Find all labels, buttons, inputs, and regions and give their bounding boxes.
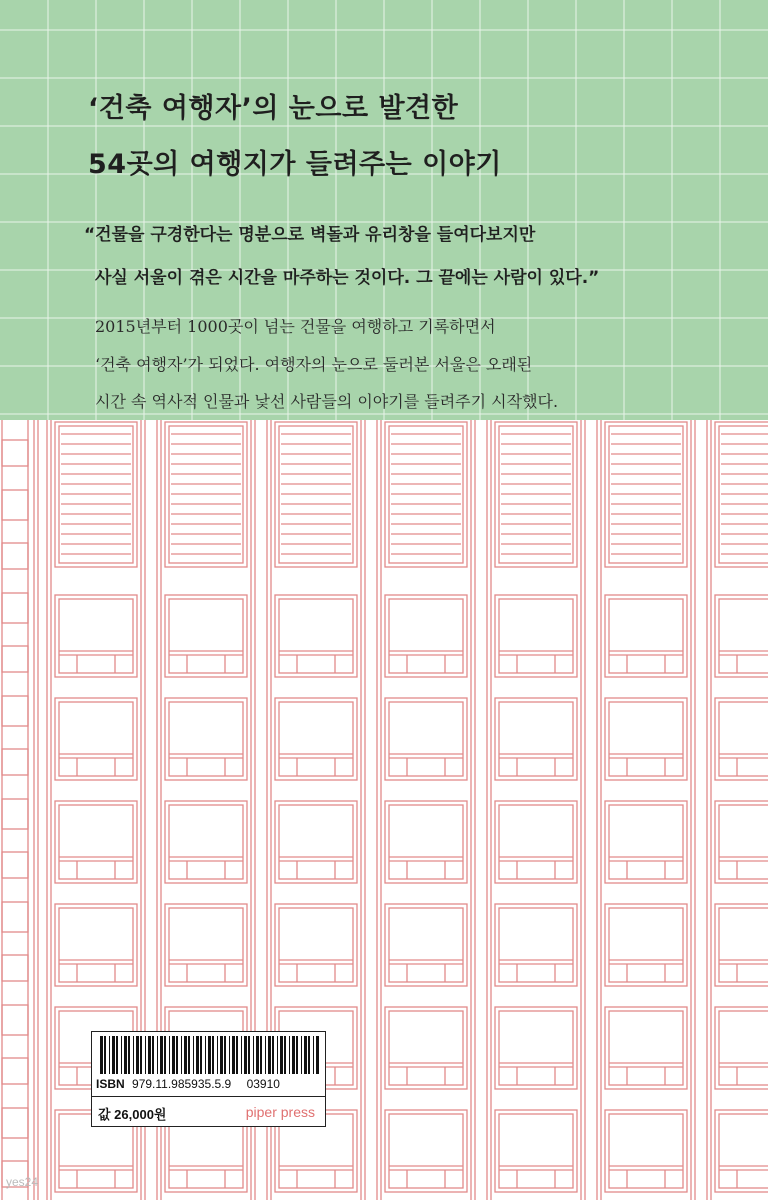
edge-window: [2, 1005, 28, 1035]
window-frame: [609, 1011, 683, 1085]
edge-window: [2, 646, 28, 672]
barcode-bar: [112, 1036, 115, 1074]
publisher-name: piper press: [245, 1104, 315, 1120]
barcode-bar: [272, 1036, 274, 1074]
window-frame: [389, 1114, 463, 1188]
window-frame: [385, 904, 467, 986]
barcode-bar: [253, 1036, 254, 1074]
window-frame: [389, 599, 463, 673]
edge-window: [2, 799, 28, 829]
window-frame: [169, 805, 243, 879]
barcode-bar: [109, 1036, 110, 1074]
price: 값 26,000원: [98, 1107, 167, 1122]
barcode-bar: [248, 1036, 250, 1074]
barcode-bar: [196, 1036, 199, 1074]
window-frame: [165, 698, 247, 780]
description-line-2: ‘건축 여행자’가 되었다. 여행자의 눈으로 둘러본 서울은 오래된: [95, 355, 533, 374]
barcode-bar: [236, 1036, 238, 1074]
barcode-bar: [152, 1036, 154, 1074]
window-frame: [605, 698, 687, 780]
window-frame: [715, 1007, 768, 1089]
isbn-line: [96, 1077, 280, 1091]
window-frame: [279, 805, 353, 879]
barcode-bar: [116, 1036, 118, 1074]
quote-line-2: 사실 서울이 겪은 시간을 마주하는 것이다. 그 끝에는 사람이 있다.”: [95, 268, 600, 288]
barcode-bar: [308, 1036, 310, 1074]
window-frame: [279, 599, 353, 673]
window-frame: [605, 801, 687, 883]
barcode-bar: [289, 1036, 290, 1074]
window-frame: [385, 1110, 467, 1192]
window-frame: [609, 1114, 683, 1188]
isbn-label: ISBN: [96, 1077, 125, 1091]
window-frame: [275, 698, 357, 780]
description-line-1: 2015년부터 1000곳이 넘는 건물을 여행하고 기록하면서: [95, 317, 496, 336]
barcode-bar: [184, 1036, 187, 1074]
barcode-bar: [136, 1036, 139, 1074]
barcode-bar: [205, 1036, 206, 1074]
barcode-bar: [148, 1036, 151, 1074]
barcode-bar: [220, 1036, 223, 1074]
barcode-bar: [208, 1036, 211, 1074]
window-frame: [55, 698, 137, 780]
window-frame: [59, 599, 133, 673]
window-frame: [719, 599, 768, 673]
edge-window: [2, 902, 28, 932]
window-frame: [55, 801, 137, 883]
headline-line-2: 54곳의 여행지가 들려주는 이야기: [88, 149, 502, 180]
window-frame: [495, 801, 577, 883]
barcode-bar: [304, 1036, 307, 1074]
window-frame: [715, 904, 768, 986]
window-frame: [279, 702, 353, 776]
barcode-bar: [301, 1036, 302, 1074]
window-frame: [719, 1114, 768, 1188]
window-frame: [499, 908, 573, 982]
edge-window: [2, 1058, 28, 1084]
barcode-bar: [124, 1036, 127, 1074]
window-frame: [169, 908, 243, 982]
edge-window: [2, 440, 28, 466]
window-frame: [279, 908, 353, 982]
barcode-bar: [313, 1036, 314, 1074]
edge-window: [2, 955, 28, 981]
window-frame: [389, 702, 463, 776]
window-frame: [499, 702, 573, 776]
window-frame: [499, 599, 573, 673]
window-frame: [165, 801, 247, 883]
window-frame: [275, 595, 357, 677]
barcode-bar: [128, 1036, 130, 1074]
barcode-bar: [133, 1036, 134, 1074]
barcode-bar: [229, 1036, 230, 1074]
headline-line-1: ‘건축 여행자’의 눈으로 발견한: [88, 93, 459, 124]
window-frame: [495, 1007, 577, 1089]
edge-window: [2, 490, 28, 520]
window-frame: [719, 1011, 768, 1085]
window-frame: [165, 904, 247, 986]
window-frame: [385, 801, 467, 883]
window-frame: [59, 805, 133, 879]
window-frame: [59, 702, 133, 776]
window-frame: [719, 702, 768, 776]
window-frame: [609, 805, 683, 879]
barcode-bar: [296, 1036, 298, 1074]
barcode-bar: [316, 1036, 319, 1074]
barcode-bar: [164, 1036, 166, 1074]
window-frame: [719, 908, 768, 982]
window-frame: [719, 805, 768, 879]
window-frame: [495, 904, 577, 986]
window-frame: [389, 1011, 463, 1085]
barcode-bar: [200, 1036, 202, 1074]
window-frame: [169, 599, 243, 673]
window-frame: [715, 595, 768, 677]
window-frame: [385, 1007, 467, 1089]
barcode-bar: [104, 1036, 106, 1074]
window-frame: [275, 801, 357, 883]
barcode-bar: [157, 1036, 158, 1074]
window-frame: [55, 595, 137, 677]
barcode-bar: [160, 1036, 163, 1074]
watermark: yes24: [6, 1175, 39, 1189]
window-frame: [495, 1110, 577, 1192]
edge-window: [2, 593, 28, 623]
barcode-bar: [265, 1036, 266, 1074]
window-frame: [715, 698, 768, 780]
window-frame: [389, 805, 463, 879]
barcode-bar: [284, 1036, 286, 1074]
barcode-bar: [256, 1036, 259, 1074]
barcode-bar: [244, 1036, 247, 1074]
window-frame: [385, 595, 467, 677]
edge-window: [2, 852, 28, 878]
barcode-bar: [217, 1036, 218, 1074]
window-frame: [605, 1110, 687, 1192]
window-frame: [169, 702, 243, 776]
barcode-bar: [193, 1036, 194, 1074]
window-frame: [385, 698, 467, 780]
window-frame: [499, 1114, 573, 1188]
barcode-bar: [181, 1036, 182, 1074]
barcode-bar: [140, 1036, 142, 1074]
barcode-bar: [260, 1036, 262, 1074]
barcode-bars: [94, 1036, 324, 1076]
window-frame: [605, 904, 687, 986]
window-frame: [59, 908, 133, 982]
green-text-panel: [0, 0, 768, 420]
barcode-bar: [280, 1036, 283, 1074]
quote-line-1: “건물을 구경한다는 명분으로 벽돌과 유리창을 들여다보지만: [84, 225, 536, 245]
barcode-bar: [212, 1036, 214, 1074]
window-frame: [609, 599, 683, 673]
barcode-bar: [145, 1036, 146, 1074]
window-frame: [715, 1110, 768, 1192]
window-frame: [165, 595, 247, 677]
window-frame: [605, 595, 687, 677]
barcode-bar: [188, 1036, 190, 1074]
barcode-bar: [268, 1036, 271, 1074]
barcode-bar: [100, 1036, 103, 1074]
barcode-divider: [92, 1096, 325, 1097]
isbn-addon: 03910: [246, 1077, 280, 1091]
edge-window: [2, 696, 28, 726]
window-frame: [715, 801, 768, 883]
barcode-bar: [232, 1036, 235, 1074]
description-line-3: 시간 속 역사적 인물과 낯선 사람들의 이야기를 들려주기 시작했다.: [95, 392, 559, 411]
isbn-number: 979.11.985935.5.9: [132, 1077, 232, 1091]
window-frame: [55, 904, 137, 986]
barcode-bar: [224, 1036, 226, 1074]
window-frame: [389, 908, 463, 982]
edge-window: [2, 543, 28, 569]
edge-window: [2, 1108, 28, 1138]
edge-window: [2, 749, 28, 775]
window-frame: [609, 702, 683, 776]
barcode-bar: [172, 1036, 175, 1074]
window-frame: [495, 698, 577, 780]
barcode-bar: [277, 1036, 278, 1074]
barcode-bar: [121, 1036, 122, 1074]
window-frame: [495, 595, 577, 677]
window-frame: [275, 904, 357, 986]
window-frame: [605, 1007, 687, 1089]
barcode-bar: [292, 1036, 295, 1074]
barcode-bar: [169, 1036, 170, 1074]
window-frame: [499, 805, 573, 879]
window-frame: [499, 1011, 573, 1085]
barcode-bar: [241, 1036, 242, 1074]
barcode-bar: [176, 1036, 178, 1074]
barcode-label: [91, 1031, 326, 1127]
window-frame: [609, 908, 683, 982]
